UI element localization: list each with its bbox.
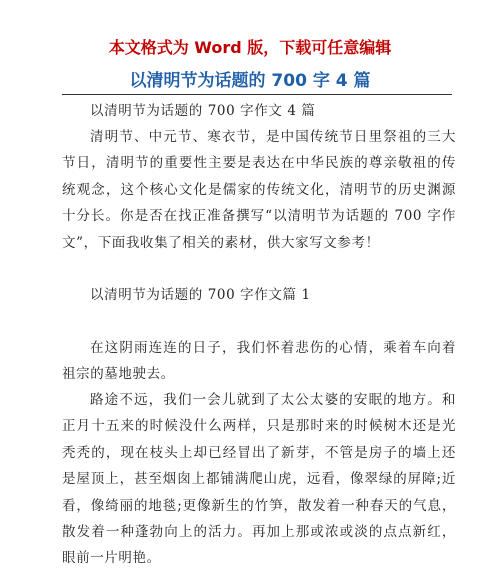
subtitle-paragraph: 以清明节为话题的 700 字作文 4 篇	[90, 103, 316, 119]
body-paragraph: 路途不远，我们一会儿就到了太公太婆的安眠的地方。和正月十五来的时候没什么两样，只是那时来的时候树木还是光秃秃的，现在枝头上却已经冒出了新芽，不管是房子的墙上还是屋顶上，甚至烟囱上都铺满爬山虎，远看，像翠绿的屏障;近看，像绮丽的地毯;更像新生的竹笋，散发着一种春天的气息，散发着一种蓬勃向上的活力。再加上那或浓或淡的点点新红，眼前一片明艳。	[62, 392, 456, 567]
essay-heading: 以清明节为话题的 700 字作文篇 1	[90, 287, 311, 303]
document-title: 以清明节为话题的 700 字 4 篇	[129, 71, 371, 91]
body-paragraph: 在这阴雨连连的日子，我们怀着悲伤的心情，乘着车向着祖宗的墓地驶去。	[62, 340, 456, 383]
title-divider	[62, 94, 452, 95]
word-format-banner: 本文格式为 Word 版，下载可任意编辑	[108, 38, 392, 57]
intro-paragraph: 清明节、中元节、寒衣节，是中国传统节日里祭祖的三大节日，清明节的重要性主要是表达在中华民族的尊亲敬祖的传统观念，这个核心文化是儒家的传统文化，清明节的历史渊源十分长。你是否在找正准备撰写“以清明节为话题的 700 字作文”，下面我收集了相关的素材，供大家写文参考！	[62, 129, 456, 251]
